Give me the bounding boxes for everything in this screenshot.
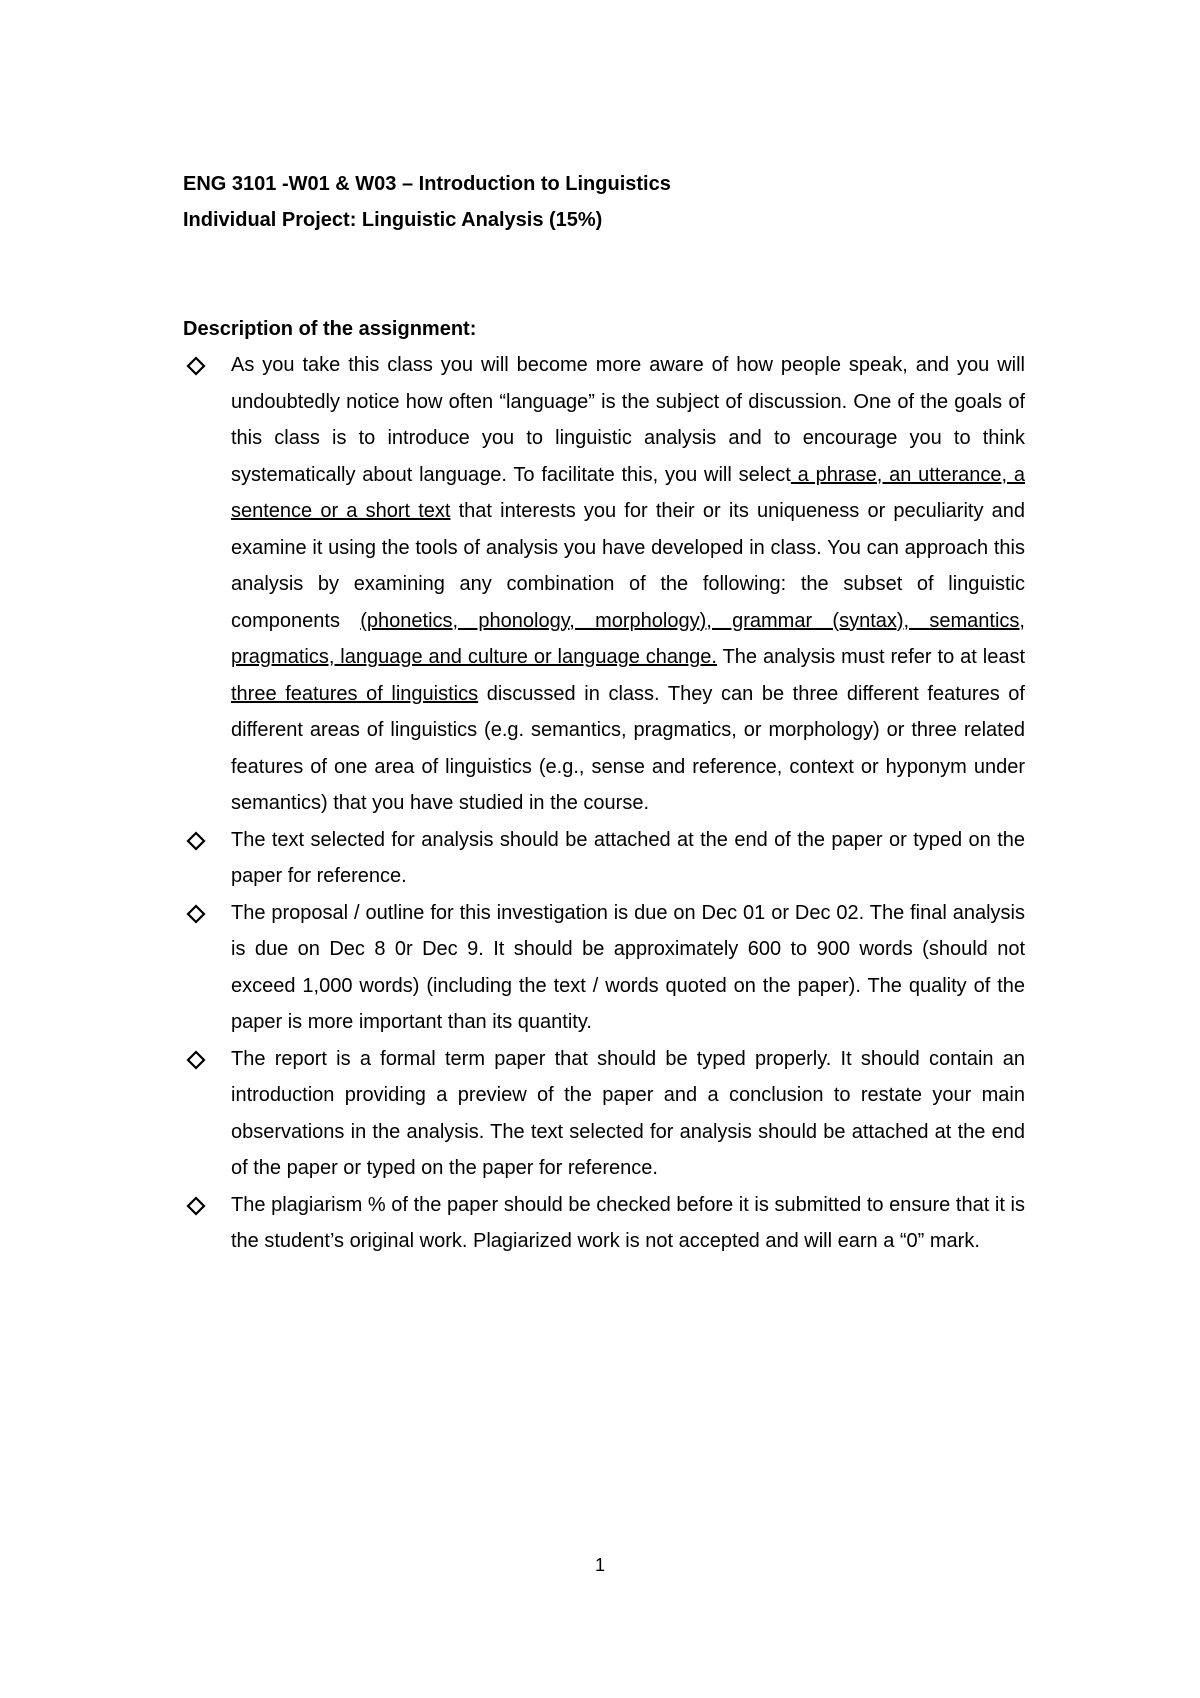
diamond-bullet-icon — [186, 831, 206, 851]
underlined-text: a phrase, an utterance, a sentence or a short text — [231, 463, 1025, 522]
bullet-text: The text selected for analysis should be attached at the end of the paper or typed on the paper for reference. — [231, 828, 1025, 887]
bullet-text: The proposal / outline for this investigation is due on Dec 01 or Dec 02. The final analysis is due on Dec 8 0r Dec 9. It should be approximately 600 to 900 words (should not exceed 1,000 words) (including the text / words quoted on the paper). The quality of the paper is more important than its quantity. — [231, 901, 1025, 1033]
section-heading: Description of the assignment: — [183, 318, 477, 340]
bullet-text: The report is a formal term paper that should be typed properly. It should contain an introduction providing a preview of the paper and a conclusion to restate your main observations in the analysis. The text selected for analysis should be attached at the end of the paper or typed on the paper for reference. — [231, 1047, 1025, 1179]
course-title: ENG 3101 -W01 & W03 – Introduction to Linguistics — [183, 173, 671, 195]
title-block — [183, 166, 1043, 238]
underlined-text: three features of linguistics — [231, 682, 479, 705]
bullet-item-description — [183, 347, 1025, 822]
assignment-bullet-list — [183, 347, 1025, 1260]
diamond-bullet-icon — [186, 356, 206, 376]
diamond-bullet-icon — [186, 904, 206, 924]
underlined-text: (phonetics, phonology, morphology), grammar (syntax), semantics, pragmatics, language and culture or language change. — [231, 609, 1025, 668]
bullet-item-report-format — [183, 1041, 1025, 1187]
diamond-bullet-icon — [186, 1196, 206, 1216]
bullet-item-attach-text — [183, 822, 1025, 895]
bullet-text: discussed in class. They can be three different features of different areas of linguistics (e.g. semantics, pragmatics, or morphology) or three related features of one area of linguistics (e.g., sense and reference, context or hyponym under semantics) that you have studied in the course. — [231, 682, 1025, 814]
bullet-text: The analysis must refer to at least — [716, 646, 1025, 668]
bullet-text: that interests you for their or its uniqueness or peculiarity and examine it using the tools of analysis you have developed in class. You can approach this analysis by examining any combination of the following: the subset of linguistic components — [231, 500, 1025, 632]
bullet-item-plagiarism — [183, 1187, 1025, 1260]
bullet-item-deadlines — [183, 895, 1025, 1041]
diamond-bullet-icon — [186, 1050, 206, 1070]
project-title: Individual Project: Linguistic Analysis (15%) — [183, 209, 603, 231]
bullet-text: The plagiarism % of the paper should be checked before it is submitted to ensure that it is the student’s original work. Plagiarized work is not accepted and will earn a “0” mark. — [231, 1193, 1025, 1252]
page-number: 1 — [594, 1555, 605, 1575]
bullet-text: As you take this class you will become more aware of how people speak, and you will undoubtedly notice how often “language” is the subject of discussion. One of the goals of this class is to introduce you to linguistic analysis and to encourage you to think systematically about language. To facilitate this, you will select — [231, 354, 1025, 486]
